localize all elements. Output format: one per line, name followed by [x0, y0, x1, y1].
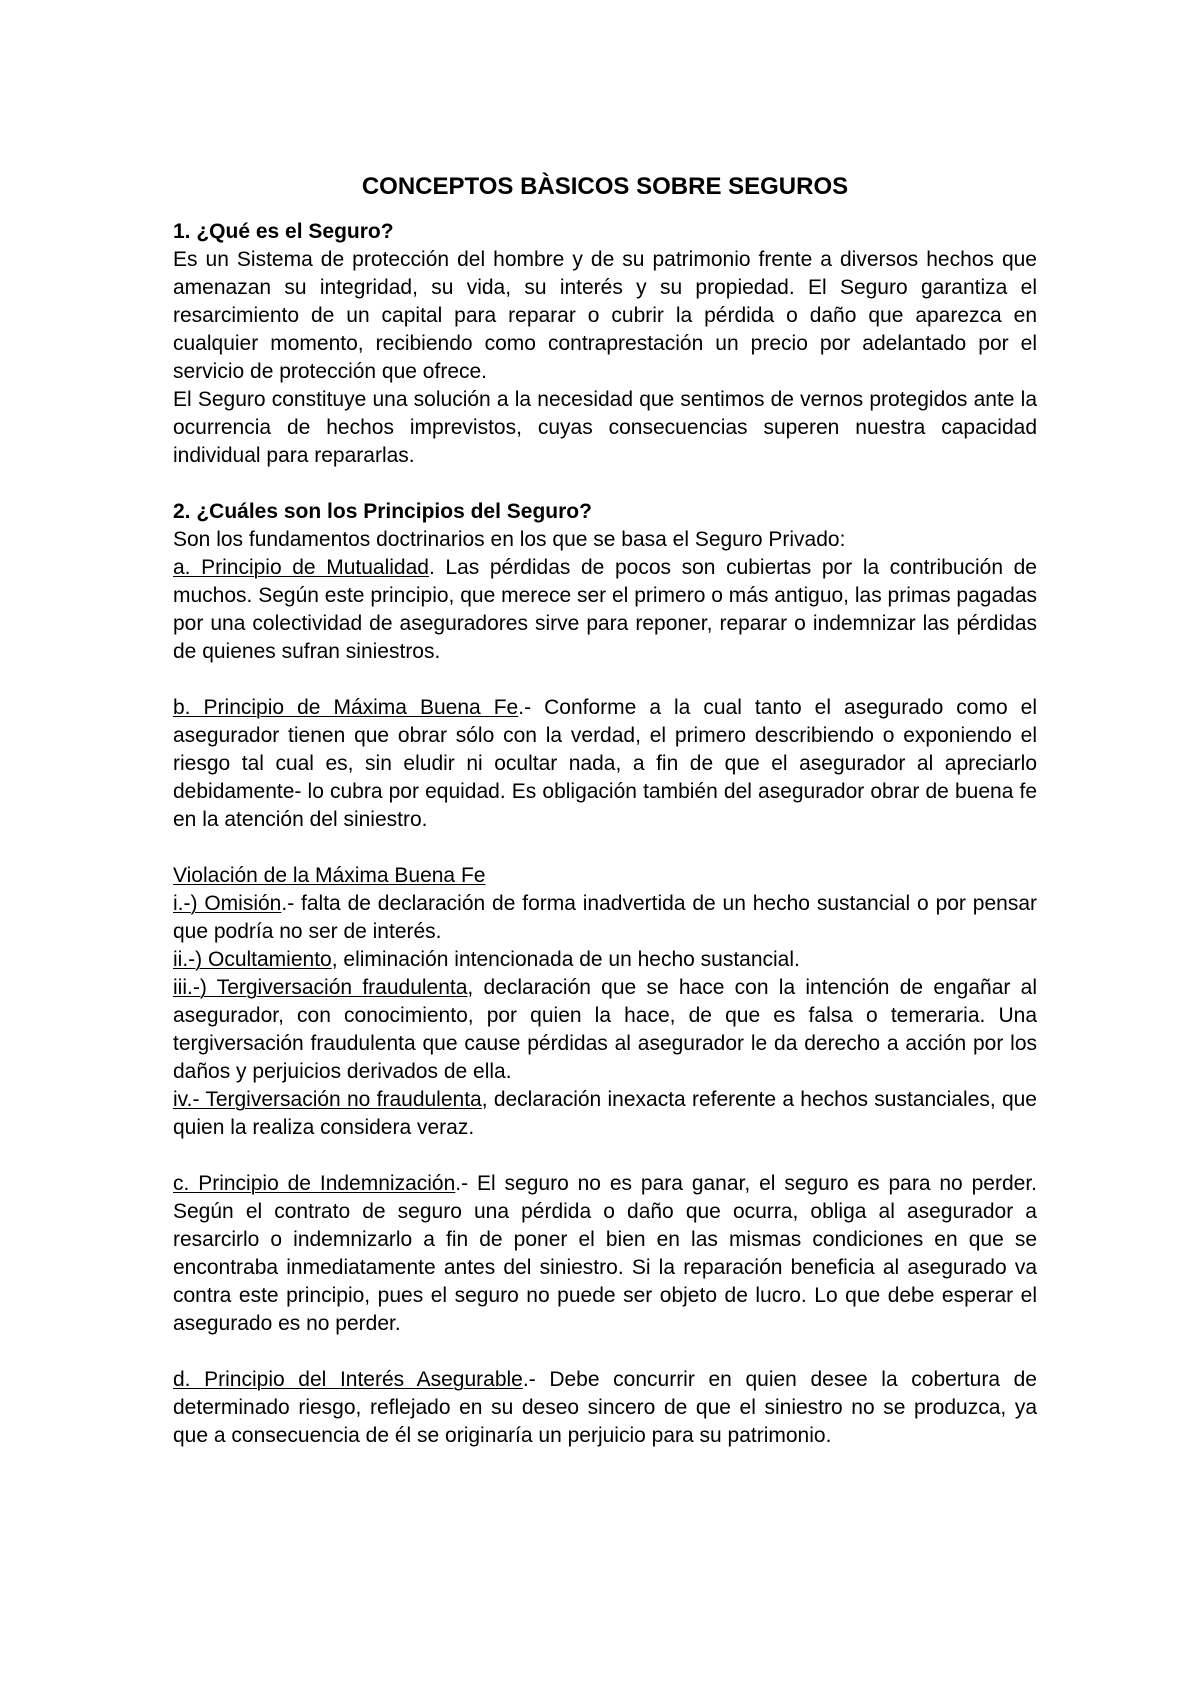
principle-b-text: .- Conforme a la cual tanto el asegurado como el asegurador tienen que obrar sólo con la verdad, el primero describiendo o exponiendo el riesgo tal cual es, sin eludir ni ocultar nada, a fin de que el asegurador al apreciarlo debidamente- lo cubra por equidad. Es obligación también del asegurador obrar de buena fe en la atención del siniestro. [173, 696, 1037, 831]
section-2-intro: Son los fundamentos doctrinarios en los que se basa el Seguro Privado: [173, 528, 846, 551]
violation-i [173, 890, 1037, 946]
violation-iii-label: iii.-) Tergiversación fraudulenta [173, 976, 468, 999]
section-1-paragraph-2: El Seguro constituye una solución a la necesidad que sentimos de vernos protegidos ante la ocurrencia de hechos imprevistos, cuyas consecuencias superen nuestra capacidad individual para repararlas. [173, 388, 1037, 467]
principle-a-label: a. Principio de Mutualidad [173, 556, 429, 579]
principle-c [173, 1170, 1037, 1338]
section-1-paragraph-1: Es un Sistema de protección del hombre y de su patrimonio frente a diversos hechos que amenazan su integridad, su vida, su interés y su propiedad. El Seguro garantiza el resarcimiento de un capital para reparar o cubrir la pérdida o daño que aparezca en cualquier momento, recibiendo como contraprestación un precio por adelantado por el servicio de protección que ofrece. [173, 248, 1037, 383]
spacer [173, 834, 1037, 862]
principle-a-text: . Las pérdidas de pocos son cubiertas por la contribución de muchos. Según este principio, que merece ser el primero o más antiguo, las primas pagadas por una colectividad de aseguradores sirve para reponer, reparar o indemnizar las pérdidas de quienes sufran siniestros. [173, 556, 1037, 663]
spacer [173, 470, 1037, 498]
violation-iv [173, 1086, 1037, 1142]
violation-heading [173, 862, 1037, 890]
spacer [173, 1338, 1037, 1366]
violation-heading-text: Violación de la Máxima Buena Fe [173, 864, 486, 887]
principle-a [173, 554, 1037, 666]
principle-b-label: b. Principio de Máxima Buena Fe [173, 696, 519, 719]
spacer [173, 1142, 1037, 1170]
violation-iv-text: , declaración inexacta referente a hechos sustanciales, que quien la realiza considera veraz. [173, 1088, 1037, 1139]
principle-d [173, 1366, 1037, 1450]
principle-c-label: c. Principio de Indemnización [173, 1172, 456, 1195]
section-2-heading: 2. ¿Cuáles son los Principios del Seguro? [173, 500, 592, 523]
violation-iii-text: , declaración que se hace con la intención de engañar al asegurador, con conocimiento, por quien la hace, de que es falsa o temeraria. Una tergiversación fraudulenta que cause pérdidas al asegurador le da derecho a acción por los daños y perjuicios derivados de ella. [173, 976, 1037, 1083]
principle-d-text: .- Debe concurrir en quien desee la cobertura de determinado riesgo, reflejado en su deseo sincero de que el siniestro no se produzca, ya que a consecuencia de él se originaría un perjuicio para su patrimonio. [173, 1368, 1037, 1447]
document-title: CONCEPTOS BÀSICOS SOBRE SEGUROS [361, 173, 849, 200]
principle-c-text: .- El seguro no es para ganar, el seguro es para no perder. Según el contrato de seguro una pérdida o daño que ocurra, obliga al asegurador a resarcirlo o indemnizarlo a fin de poner el bien en las mismas condiciones en que se encontraba inmediatamente antes del siniestro. Si la reparación beneficia al asegurado va contra este principio, pues el seguro no puede ser objeto de lucro. Lo que debe esperar el asegurado es no perder. [173, 1172, 1037, 1335]
violation-ii [173, 946, 1037, 974]
violation-iv-label: iv.- Tergiversación no fraudulenta [173, 1088, 482, 1111]
document-page [173, 172, 1037, 1450]
violation-iii [173, 974, 1037, 1086]
spacer [173, 666, 1037, 694]
section-1-heading: 1. ¿Qué es el Seguro? [173, 220, 394, 243]
principle-d-label: d. Principio del Interés Asegurable [173, 1368, 523, 1391]
violation-i-label: i.-) Omisión [173, 892, 282, 915]
violation-ii-label: ii.-) Ocultamiento [173, 948, 332, 971]
principle-b [173, 694, 1037, 834]
violation-i-text: .- falta de declaración de forma inadvertida de un hecho sustancial o por pensar que podría no ser de interés. [173, 892, 1037, 943]
violation-ii-text: , eliminación intencionada de un hecho sustancial. [331, 948, 800, 971]
